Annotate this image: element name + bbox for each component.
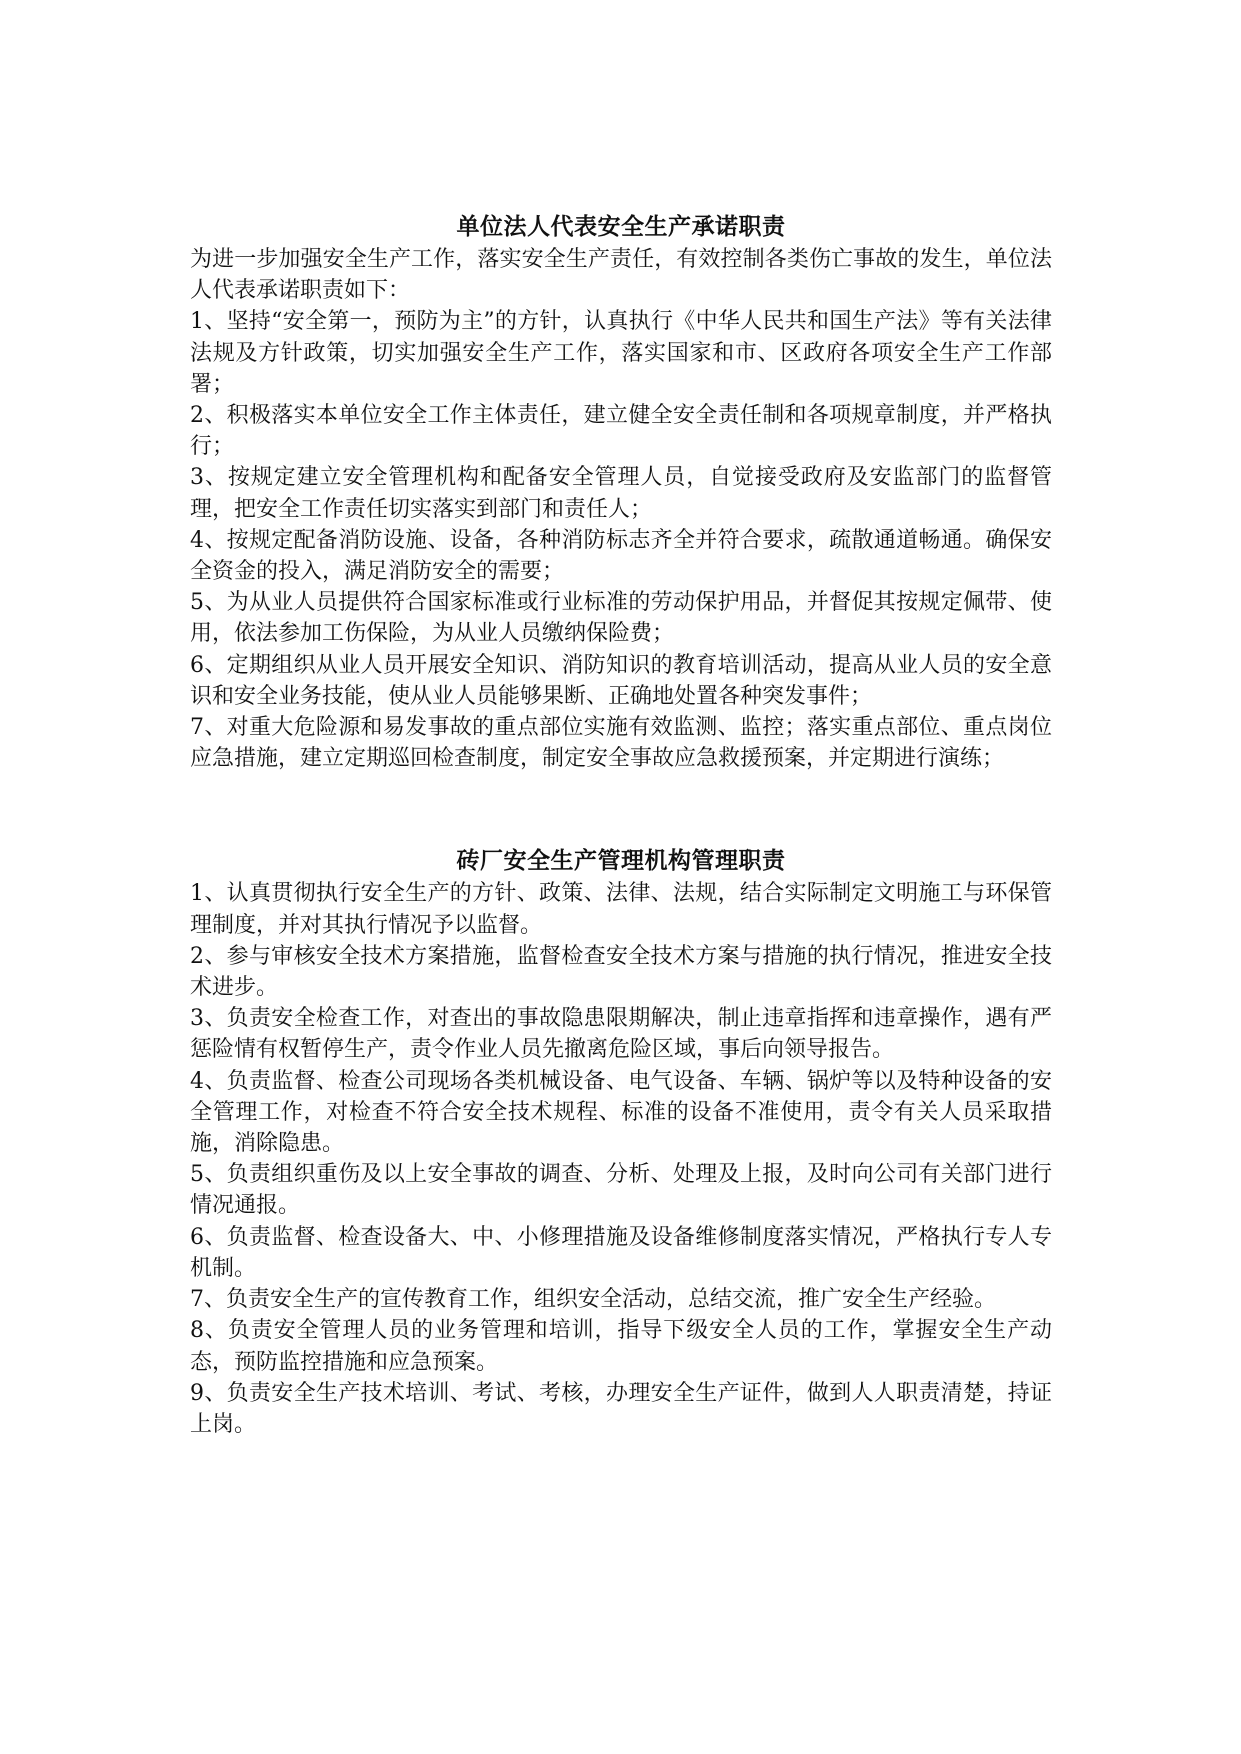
list-item: 9、负责安全生产技术培训、考试、考核，办理安全生产证件，做到人人职责清楚，持证上岗。 [190, 1380, 1052, 1437]
list-item: 4、负责监督、检查公司现场各类机械设备、电气设备、车辆、锅炉等以及特种设备的安全管理工作，对检查不符合安全技术规程、标准的设备不准使用，责令有关人员采取措施，消除隐患。 [190, 1068, 1052, 1157]
document-page [190, 212, 1052, 1440]
list-item: 5、为从业人员提供符合国家标准或行业标准的劳动保护用品，并督促其按规定佩带、使用，依法参加工伤保险，为从业人员缴纳保险费； [190, 590, 1052, 647]
list-item: 4、按规定配备消防设施、设备，各种消防标志齐全并符合要求，疏散通道畅通。确保安全资金的投入，满足消防安全的需要； [190, 527, 1052, 585]
list-item: 3、负责安全检查工作，对查出的事故隐患限期解决，制止违章指挥和违章操作，遇有严惩险情有权暂停生产，责令作业人员先撤离危险区域，事后向领导报告。 [190, 1006, 1052, 1063]
list-item: 7、对重大危险源和易发事故的重点部位实施有效监测、监控；落实重点部位、重点岗位应急措施，建立定期巡回检查制度，制定安全事故应急救援预案，并定期进行演练； [190, 715, 1052, 772]
list-item: 7、负责安全生产的宣传教育工作，组织安全活动，总结交流，推广安全生产经验。 [190, 1287, 996, 1313]
intro-paragraph: 为进一步加强安全生产工作，落实安全生产责任，有效控制各类伤亡事故的发生，单位法人代表承诺职责如下： [190, 247, 1052, 304]
list-item: 6、负责监督、检查设备大、中、小修理措施及设备维修制度落实情况，严格执行专人专机制。 [190, 1224, 1052, 1281]
list-item: 8、负责安全管理人员的业务管理和培训，指导下级安全人员的工作，掌握安全生产动态，预防监控措施和应急预案。 [190, 1318, 1052, 1375]
section-spacer [190, 774, 1052, 846]
list-item: 3、按规定建立安全管理机构和配备安全管理人员，自觉接受政府及安监部门的监督管理，把安全工作责任切实落实到部门和责任人； [190, 465, 1052, 522]
section-legal-representative [190, 212, 1052, 774]
list-item: 5、负责组织重伤及以上安全事故的调查、分析、处理及上报，及时向公司有关部门进行情况通报。 [190, 1162, 1052, 1219]
list-item: 1、认真贯彻执行安全生产的方针、政策、法律、法规，结合实际制定文明施工与环保管理制度，并对其执行情况予以监督。 [190, 881, 1052, 938]
list-item: 2、积极落实本单位安全工作主体责任，建立健全安全责任制和各项规章制度，并严格执行； [190, 403, 1052, 460]
section-title: 单位法人代表安全生产承诺职责 [456, 213, 786, 240]
section-title: 砖厂安全生产管理机构管理职责 [456, 847, 786, 875]
list-item: 2、参与审核安全技术方案措施，监督检查安全技术方案与措施的执行情况，推进安全技术进步。 [190, 943, 1052, 1001]
list-item: 1、坚持“安全第一，预防为主”的方针，认真执行《中华人民共和国生产法》等有关法律法规及方针政策，切实加强安全生产工作，落实国家和市、区政府各项安全生产工作部署； [190, 309, 1052, 397]
section-management-agency [190, 846, 1052, 1440]
list-item: 6、定期组织从业人员开展安全知识、消防知识的教育培训活动，提高从业人员的安全意识和安全业务技能，使从业人员能够果断、正确地处置各种突发事件； [190, 652, 1052, 709]
